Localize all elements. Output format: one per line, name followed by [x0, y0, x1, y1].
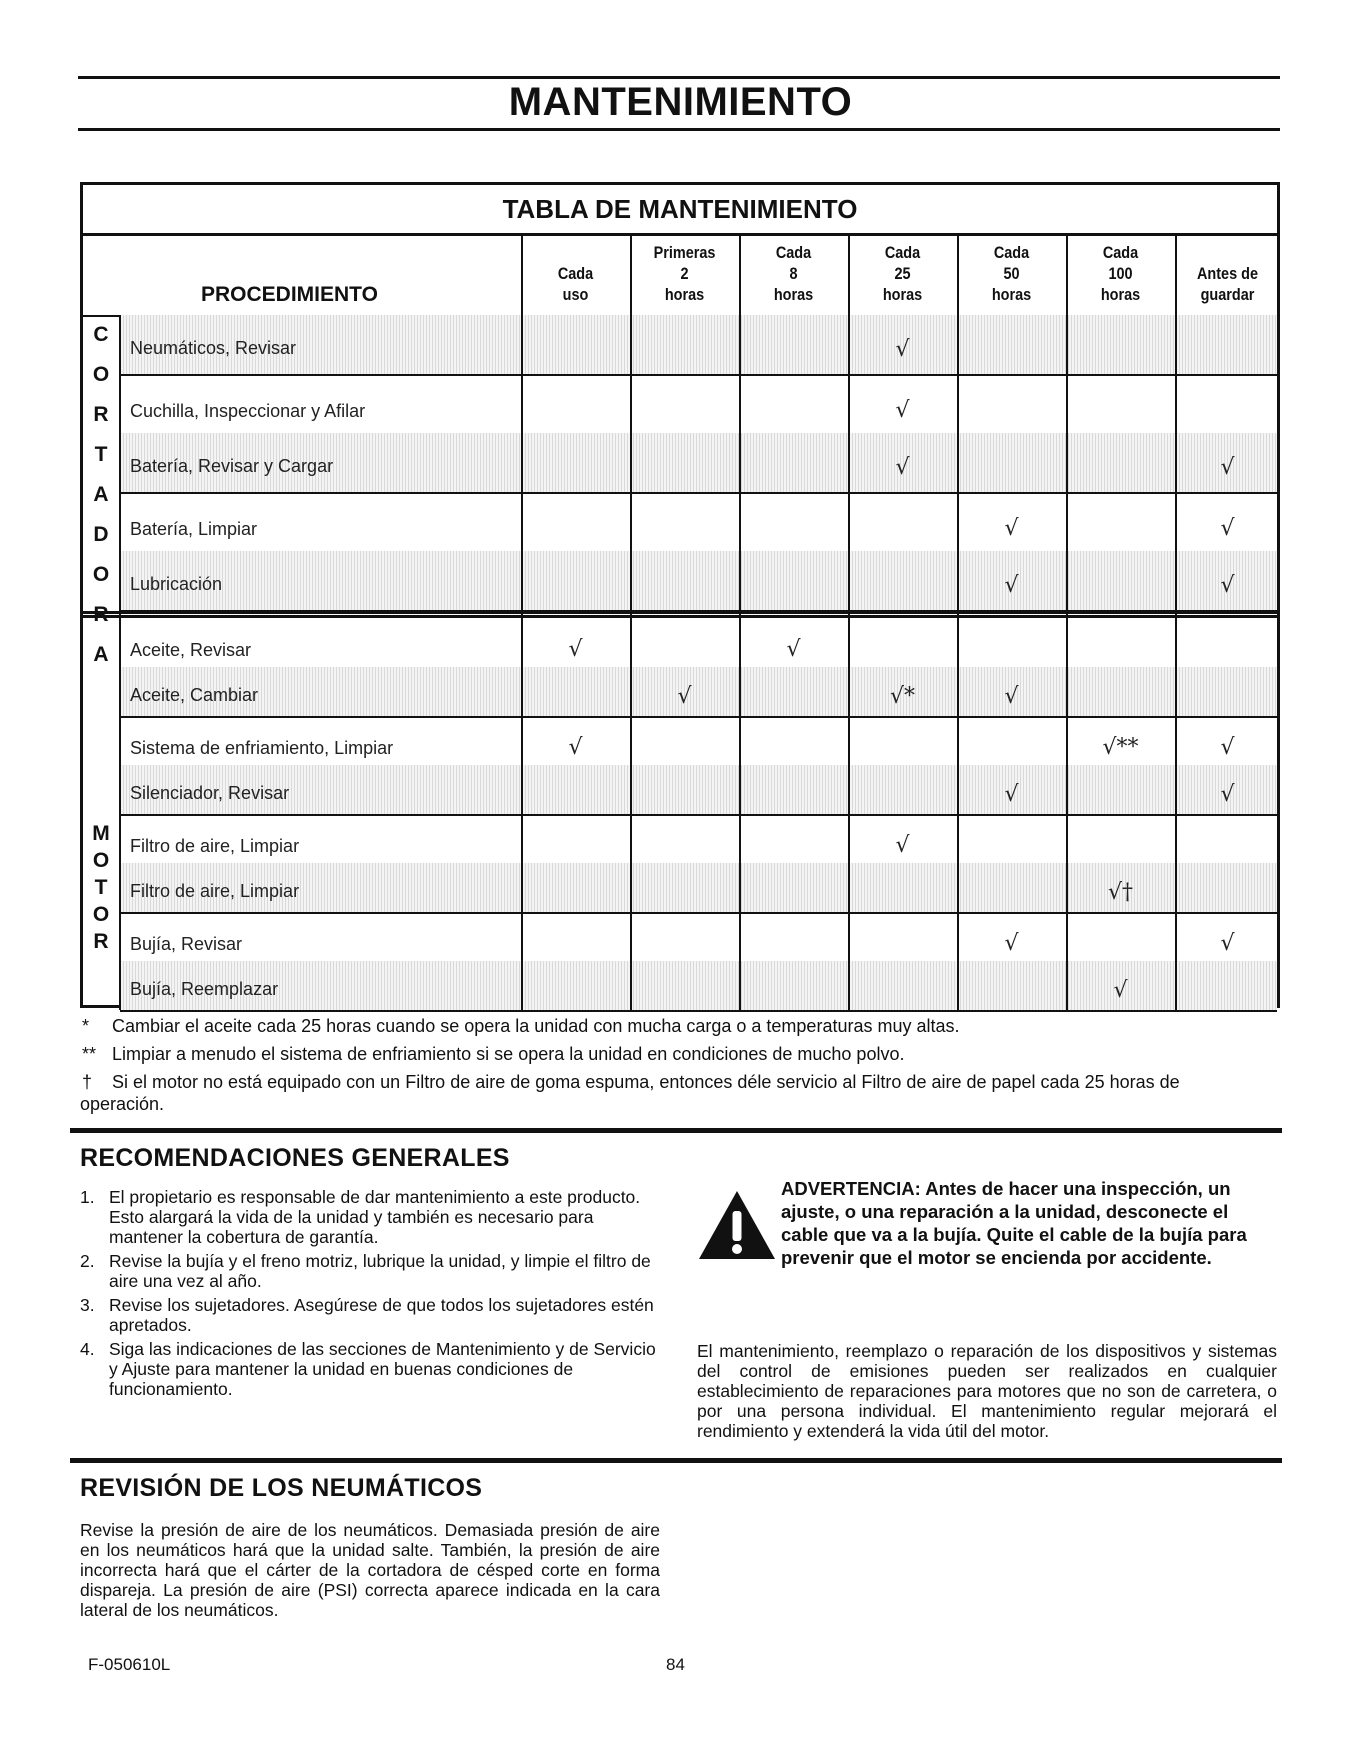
column-header-line: horas — [1100, 285, 1141, 304]
row-label: Silenciador, Revisar — [130, 782, 290, 803]
check-mark: √ — [895, 397, 910, 423]
general-heading: RECOMENDACIONES GENERALES — [80, 1144, 510, 1172]
table-row — [120, 492, 1277, 551]
column-divider — [1066, 233, 1068, 1010]
check-mark: √ — [786, 636, 801, 662]
page-title: MANTENIMIENTO — [508, 80, 853, 124]
table-row — [120, 667, 1277, 716]
column-header-line: horas — [991, 285, 1032, 304]
column-header-line: Cada — [1102, 243, 1139, 262]
maintenance-table — [80, 182, 1280, 1008]
table-row — [120, 863, 1277, 912]
check-mark: √ — [1220, 572, 1235, 598]
table-row — [120, 618, 1277, 667]
group-letter: R — [93, 603, 109, 626]
table-row — [120, 961, 1277, 1010]
column-header-line: Cada — [993, 243, 1030, 262]
note-mark: † — [82, 1072, 93, 1092]
row-label: Aceite, Cambiar — [130, 684, 259, 705]
note-text: Si el motor no está equipado con un Filtro de aire de goma espuma, entonces déle servicio al Filtro de aire de papel cada 25 horas de — [112, 1072, 1180, 1092]
column-header-line: Cada — [775, 243, 812, 262]
row-label: Batería, Revisar y Cargar — [130, 455, 334, 476]
group-letter: O — [92, 903, 110, 926]
column-header-line: 25 — [894, 264, 911, 283]
row-label: Aceite, Revisar — [130, 639, 252, 660]
check-mark: √ — [568, 734, 583, 760]
column-divider — [739, 233, 741, 1010]
column-header — [1183, 243, 1272, 306]
column-header-line: horas — [664, 285, 705, 304]
top-rule — [78, 76, 1280, 79]
list-item: 4. Siga las indicaciones de las secciones de Mantenimiento y de Servicio y Ajuste para mantener la unidad en buenas condiciones de funcionamiento. — [80, 1339, 656, 1399]
group-letter: O — [92, 849, 110, 872]
column-header-line: 2 — [680, 264, 689, 283]
group-letter: R — [93, 403, 109, 426]
column-header-line: horas — [882, 285, 923, 304]
group-letter: A — [93, 643, 109, 666]
check-mark: √ — [895, 832, 910, 858]
column-header-line: Primeras — [653, 243, 716, 262]
table-row — [120, 814, 1277, 863]
general-list — [80, 1187, 660, 1403]
list-item: 3. Revise los sujetadores. Asegúrese de que todos los sujetadores estén apretados. — [80, 1295, 654, 1335]
note-2 — [82, 1043, 904, 1065]
note-3-cont: operación. — [80, 1094, 165, 1114]
column-header-line: 100 — [1108, 264, 1133, 283]
row-label: Sistema de enfriamiento, Limpiar — [130, 737, 394, 758]
check-mark: √ — [1220, 734, 1235, 760]
table-row — [120, 315, 1277, 374]
column-divider — [521, 233, 523, 1010]
check-mark: √ — [895, 336, 910, 362]
emissions-text: El mantenimiento, reemplazo o reparación de los dispositivos y sistemas del control de emisiones pueden ser realizados en cualquier establecimiento de reparaciones para motores que no son de carretera, o por una persona individual. El mantenimiento regular mejorará el rendimiento y extenderá la vida útil del motor. — [697, 1341, 1277, 1441]
check-mark: √ — [1004, 572, 1019, 598]
table-row — [120, 551, 1277, 610]
group-letter: M — [92, 822, 110, 845]
check-mark: √ — [895, 454, 910, 480]
column-header — [747, 243, 840, 306]
note-3 — [82, 1071, 1282, 1093]
row-divider — [120, 1010, 1277, 1012]
column-header-line: uso — [562, 285, 589, 304]
page-number: 84 — [666, 1655, 685, 1674]
group-letter: O — [92, 363, 110, 386]
column-header-line: 50 — [1003, 264, 1020, 283]
column-header-line: Cada — [557, 264, 594, 283]
row-label: Batería, Limpiar — [130, 518, 258, 539]
column-header — [529, 243, 622, 306]
column-divider — [630, 233, 632, 1010]
table-row — [120, 765, 1277, 814]
column-header — [856, 243, 949, 306]
check-mark: √* — [889, 683, 916, 709]
check-mark: √** — [1102, 734, 1139, 760]
row-label: Filtro de aire, Limpiar — [130, 835, 300, 856]
table-row — [120, 912, 1277, 961]
section-rule-general — [70, 1128, 1282, 1133]
column-header-line: Cada — [884, 243, 921, 262]
title-underline — [78, 128, 1280, 131]
column-header-line: guardar — [1200, 285, 1255, 304]
row-label: Neumáticos, Revisar — [130, 337, 297, 358]
group-letter: C — [93, 323, 109, 346]
check-mark: √ — [568, 636, 583, 662]
footer-code: F-050610L — [88, 1655, 171, 1674]
group-letter: T — [94, 876, 108, 899]
table-title: TABLA DE MANTENIMIENTO — [83, 185, 1277, 236]
column-header — [965, 243, 1058, 306]
check-mark: √ — [1004, 683, 1019, 709]
group-letter: O — [92, 563, 110, 586]
column-divider — [957, 233, 959, 1010]
table-row — [120, 716, 1277, 765]
check-mark: √ — [1004, 515, 1019, 541]
tires-heading: REVISIÓN DE LOS NEUMÁTICOS — [80, 1474, 483, 1502]
column-header — [1074, 243, 1167, 306]
warning-text: ADVERTENCIA: Antes de hacer una inspección, un ajuste, o una reparación a la unidad, desconecte el cable que va a la bujía. Quite el cable de la bujía para prevenir que el motor se encienda por accidente. — [781, 1178, 1247, 1268]
group-letter: A — [93, 483, 109, 506]
column-divider — [848, 233, 850, 1010]
column-header — [638, 243, 731, 306]
check-mark: √ — [1220, 930, 1235, 956]
check-mark: √ — [677, 683, 692, 709]
check-mark: √ — [1220, 515, 1235, 541]
procedure-header: PROCEDIMIENTO — [201, 283, 378, 306]
check-mark: √ — [1004, 781, 1019, 807]
check-mark: √ — [1220, 781, 1235, 807]
note-text: Limpiar a menudo el sistema de enfriamiento si se opera la unidad en condiciones de mucho polvo. — [112, 1044, 905, 1064]
column-header-line — [529, 243, 622, 264]
warning-icon — [697, 1189, 777, 1261]
tires-text: Revise la presión de aire de los neumáticos. Demasiada presión de aire en los neumáticos hará que la unidad salte. También, la presión de aire incorrecta hará que el cárter de la cortadora de césped corte en forma dispareja. La presión de aire (PSI) correcta aparece indicada en la cara lateral de los neumáticos. — [80, 1520, 660, 1620]
column-header-line: horas — [773, 285, 814, 304]
row-label: Bujía, Revisar — [130, 933, 243, 954]
note-text: Cambiar el aceite cada 25 horas cuando se opera la unidad con mucha carga o a temperaturas muy altas. — [112, 1016, 960, 1036]
table-row — [120, 374, 1277, 433]
group-letter: R — [93, 930, 109, 953]
side-divider — [119, 315, 121, 1010]
check-mark: √† — [1107, 879, 1134, 905]
column-divider — [1175, 233, 1177, 1010]
row-label: Cuchilla, Inspeccionar y Afilar — [130, 400, 366, 421]
check-mark: √ — [1113, 977, 1128, 1003]
list-item: 2. Revise la bujía y el freno motriz, lubrique la unidad, y limpie el filtro de aire una vez al año. — [80, 1251, 651, 1291]
column-header-line: Antes de — [1196, 264, 1259, 283]
group-letter: T — [94, 443, 108, 466]
column-header-line: 8 — [789, 264, 798, 283]
note-mark: ** — [82, 1044, 97, 1064]
row-label: Filtro de aire, Limpiar — [130, 880, 300, 901]
row-label: Lubricación — [130, 573, 223, 594]
note-mark: * — [82, 1016, 90, 1036]
note-1 — [82, 1015, 960, 1037]
row-label: Bujía, Reemplazar — [130, 978, 279, 999]
group-letter: D — [93, 523, 109, 546]
group-divider — [83, 615, 1277, 618]
check-mark: √ — [1220, 454, 1235, 480]
table-row — [120, 433, 1277, 492]
check-mark: √ — [1004, 930, 1019, 956]
list-item: 1. El propietario es responsable de dar mantenimiento a este producto. Esto alargará la vida de la unidad y también es necesario para mantener la cobertura de garantía. — [80, 1187, 641, 1247]
column-header-line — [1183, 243, 1272, 264]
section-rule-tires — [70, 1458, 1282, 1463]
group-divider — [83, 611, 1277, 614]
